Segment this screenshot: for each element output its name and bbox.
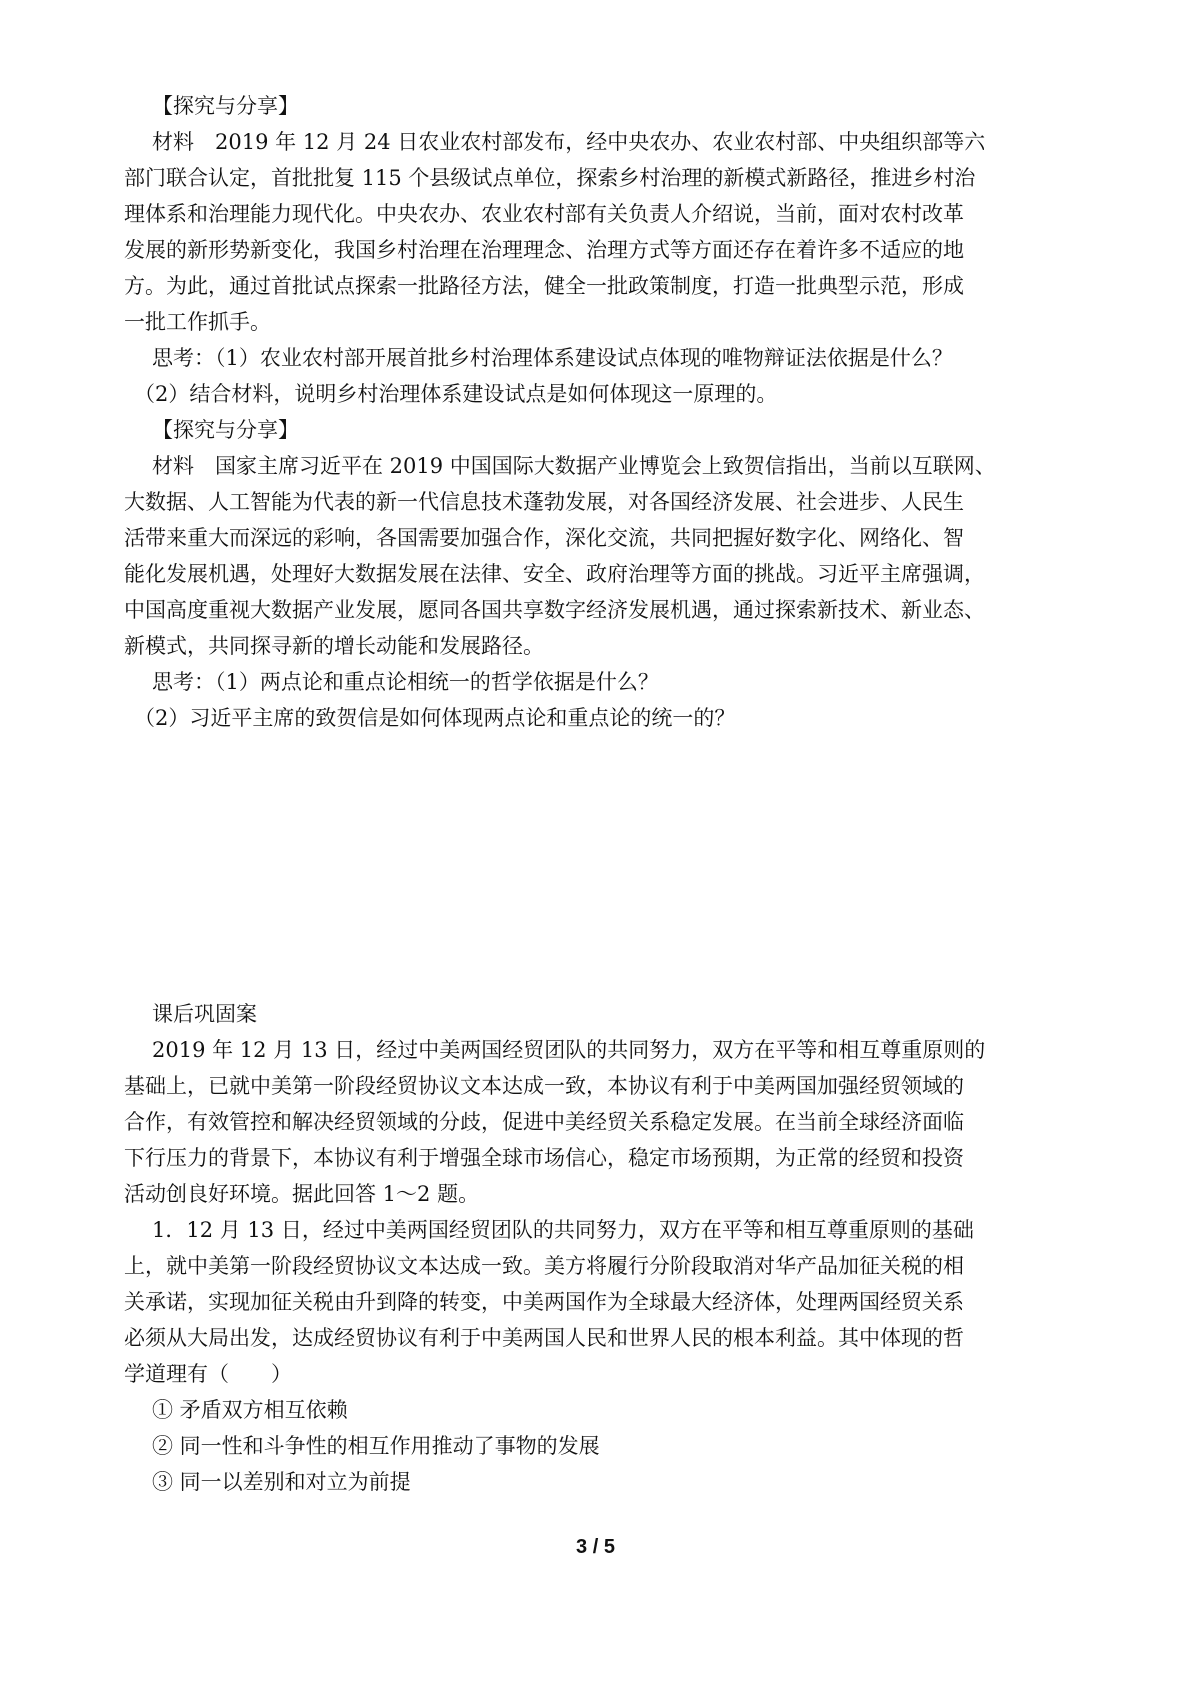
material-line: 新模式，共同探寻新的增长动能和发展路径。: [124, 634, 544, 658]
question-line: （2）习近平主席的致贺信是如何体现两点论和重点论的统一的？: [134, 706, 736, 730]
material-line: 材料 2019 年 12 月 24 日农业农村部发布，经中央农办、农业农村部、中央组织部等六: [152, 130, 986, 154]
intro-line: 活动创良好环境。据此回答 1～2 题。: [124, 1182, 480, 1206]
question-line: 思考：（1）农业农村部开展首批乡村治理体系建设试点体现的唯物辩证法依据是什么？: [152, 346, 953, 370]
question-stem-line: 上，就中美第一阶段经贸协议文本达成一致。美方将履行分阶段取消对华产品加征关税的相: [124, 1254, 964, 1278]
intro-line: 2019 年 12 月 13 日，经过中美两国经贸团队的共同努力，双方在平等和相互尊重原则的: [152, 1038, 986, 1062]
material-line: 部门联合认定，首批批复 115 个县级试点单位，探索乡村治理的新模式新路径，推进乡村治: [124, 166, 976, 190]
page-number: 3 / 5: [576, 1536, 615, 1558]
section-heading: 【探究与分享】: [152, 418, 299, 442]
intro-line: 合作，有效管控和解决经贸领域的分歧，促进中美经贸关系稳定发展。在当前全球经济面临: [124, 1110, 964, 1134]
section-heading: 课后巩固案: [152, 1002, 257, 1026]
material-line: 大数据、人工智能为代表的新一代信息技术蓬勃发展，对各国经济发展、社会进步、人民生: [124, 490, 964, 514]
intro-line: 下行压力的背景下，本协议有利于增强全球市场信心，稳定市场预期，为正常的经贸和投资: [124, 1146, 964, 1170]
section-explore-share-2: [124, 412, 1074, 736]
question-stem-line: 必须从大局出发，达成经贸协议有利于中美两国人民和世界人民的根本利益。其中体现的哲: [124, 1326, 964, 1350]
question-stem-line: 关承诺，实现加征关税由升到降的转变，中美两国作为全球最大经济体，处理两国经贸关系: [124, 1290, 964, 1314]
question-stem-line: 1．12 月 13 日，经过中美两国经贸团队的共同努力，双方在平等和相互尊重原则的基础: [152, 1218, 974, 1242]
question-stem-line: 学道理有（ ）: [124, 1362, 292, 1386]
intro-line: 基础上，已就中美第一阶段经贸协议文本达成一致，本协议有利于中美两国加强经贸领域的: [124, 1074, 964, 1098]
material-line: 理体系和治理能力现代化。中央农办、农业农村部有关负责人介绍说，当前，面对农村改革: [124, 202, 964, 226]
material-line: 发展的新形势新变化，我国乡村治理在治理理念、治理方式等方面还存在着许多不适应的地: [124, 238, 964, 262]
material-line: 方。为此，通过首批试点探索一批路径方法，健全一批政策制度，打造一批典型示范，形成: [124, 274, 964, 298]
material-line: 材料 国家主席习近平在 2019 中国国际大数据产业博览会上致贺信指出，当前以互联网、: [152, 454, 996, 478]
material-line: 活带来重大而深远的彩响，各国需要加强合作，深化交流，共同把握好数字化、网络化、智: [124, 526, 964, 550]
answer-option: ① 矛盾双方相互依赖: [152, 1398, 348, 1422]
section-homework: [124, 996, 1074, 1500]
answer-option: ② 同一性和斗争性的相互作用推动了事物的发展: [152, 1434, 600, 1458]
question-line: （2）结合材料，说明乡村治理体系建设试点是如何体现这一原理的。: [134, 382, 778, 406]
section-explore-share-1: [124, 88, 1074, 412]
question-line: 思考：（1）两点论和重点论相统一的哲学依据是什么？: [152, 670, 659, 694]
material-line: 一批工作抓手。: [124, 310, 271, 334]
section-heading: 【探究与分享】: [152, 94, 299, 118]
material-line: 中国高度重视大数据产业发展，愿同各国共享数字经济发展机遇，通过探索新技术、新业态、: [124, 598, 985, 622]
answer-option: ③ 同一以差别和对立为前提: [152, 1470, 411, 1494]
material-line: 能化发展机遇，处理好大数据发展在法律、安全、政府治理等方面的挑战。习近平主席强调，: [124, 562, 985, 586]
